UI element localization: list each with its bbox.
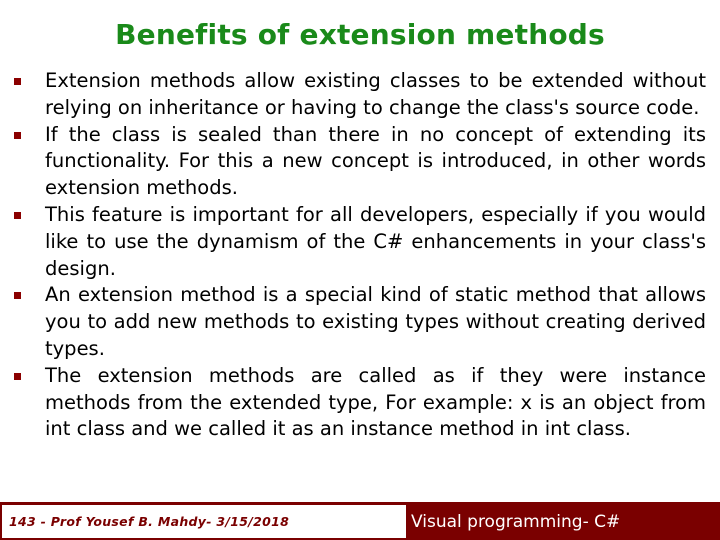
- bullet-text: The extension methods are called as if they were instance methods from the extended type, For example: x is an object from int class and we called it as an instance method in int class.: [45, 363, 706, 441]
- bullet-item: [14, 202, 706, 282]
- footer-author-text: 143 - Prof Yousef B. Mahdy- 3/15/2018: [9, 514, 290, 529]
- footer-course-bar: [408, 503, 720, 540]
- square-bullet-icon: [14, 292, 21, 299]
- bullet-text: This feature is important for all developers, especially if you would like to use the dynamism of the C# enhancements in your class's design.: [45, 202, 706, 280]
- bullet-item: [14, 363, 706, 443]
- bullet-item: [14, 122, 706, 202]
- bullet-item: [14, 68, 706, 122]
- square-bullet-icon: [14, 132, 21, 139]
- bullet-list: [14, 68, 706, 443]
- bullet-item: [14, 282, 706, 362]
- square-bullet-icon: [14, 212, 21, 219]
- bullet-text: An extension method is a special kind of static method that allows you to add new methods to existing types without creating derived types.: [45, 283, 706, 360]
- footer-course-text: Visual programming- C#: [411, 511, 621, 532]
- bullet-text: Extension methods allow existing classes to be extended without relying on inheritance or having to change the class's source code.: [45, 69, 706, 119]
- square-bullet-icon: [14, 78, 21, 85]
- slide-title: Benefits of extension methods: [115, 18, 605, 51]
- bullet-text: If the class is sealed than there in no concept of extending its functionality. For this a new concept is introduced, in other words extension methods.: [45, 122, 706, 200]
- footer-author-box: [0, 503, 408, 540]
- square-bullet-icon: [14, 373, 21, 380]
